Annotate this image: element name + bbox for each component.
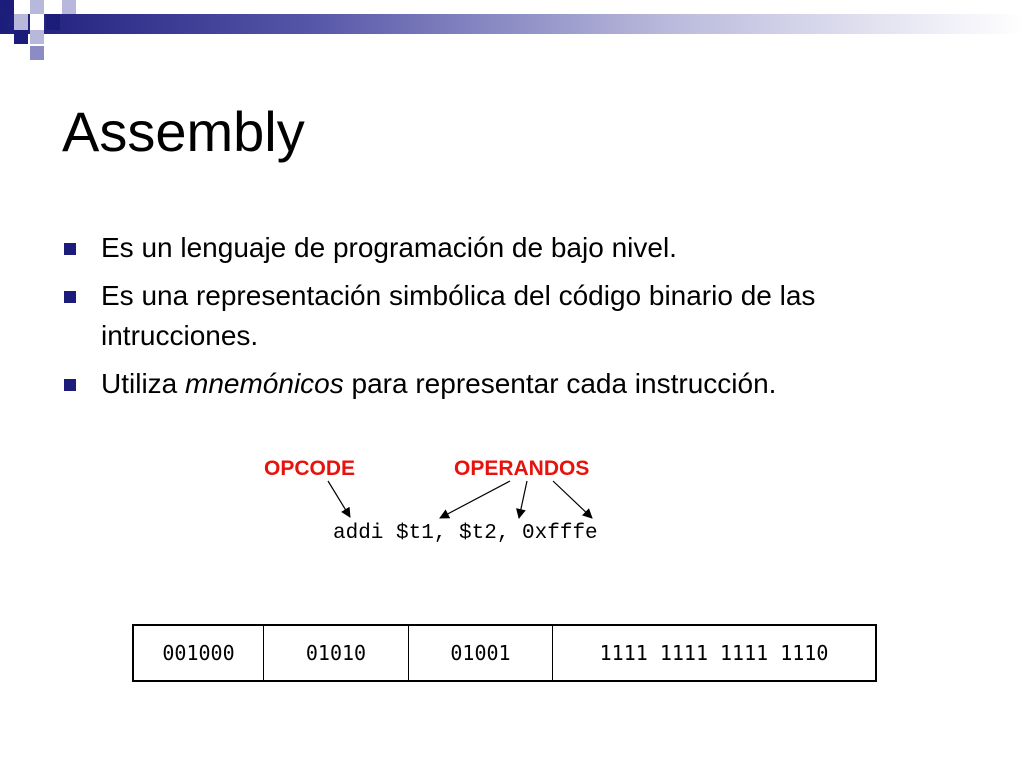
instruction-code: addi $t1, $t2, 0xfffe xyxy=(333,522,598,545)
operands-label: OPERANDOS xyxy=(454,457,590,480)
operand-arrow-imm xyxy=(553,481,592,518)
rt-bits-cell: 01001 xyxy=(409,625,553,681)
bullet-text: Es una representación simbólica del código binario de las intrucciones. xyxy=(101,280,816,351)
bullet-text-prefix: Utiliza xyxy=(101,368,186,399)
opcode-arrow xyxy=(328,481,350,517)
table-row xyxy=(133,625,876,681)
bullet-emphasis: mnemónicos xyxy=(185,368,344,399)
immediate-bits-cell: 1111 1111 1111 1110 xyxy=(553,625,877,681)
slide-title: Assembly xyxy=(62,100,305,163)
bullet-text-suffix: para representar cada instrucción. xyxy=(343,368,777,399)
encoding-table xyxy=(132,624,877,682)
operand-arrow-t1 xyxy=(440,481,510,518)
rs-bits-cell: 01010 xyxy=(264,625,409,681)
operand-arrow-t2 xyxy=(519,481,527,518)
bullet-text: Es un lenguaje de programación de bajo nivel. xyxy=(101,232,677,263)
opcode-label: OPCODE xyxy=(264,457,356,480)
opcode-bits-cell: 001000 xyxy=(133,625,264,681)
